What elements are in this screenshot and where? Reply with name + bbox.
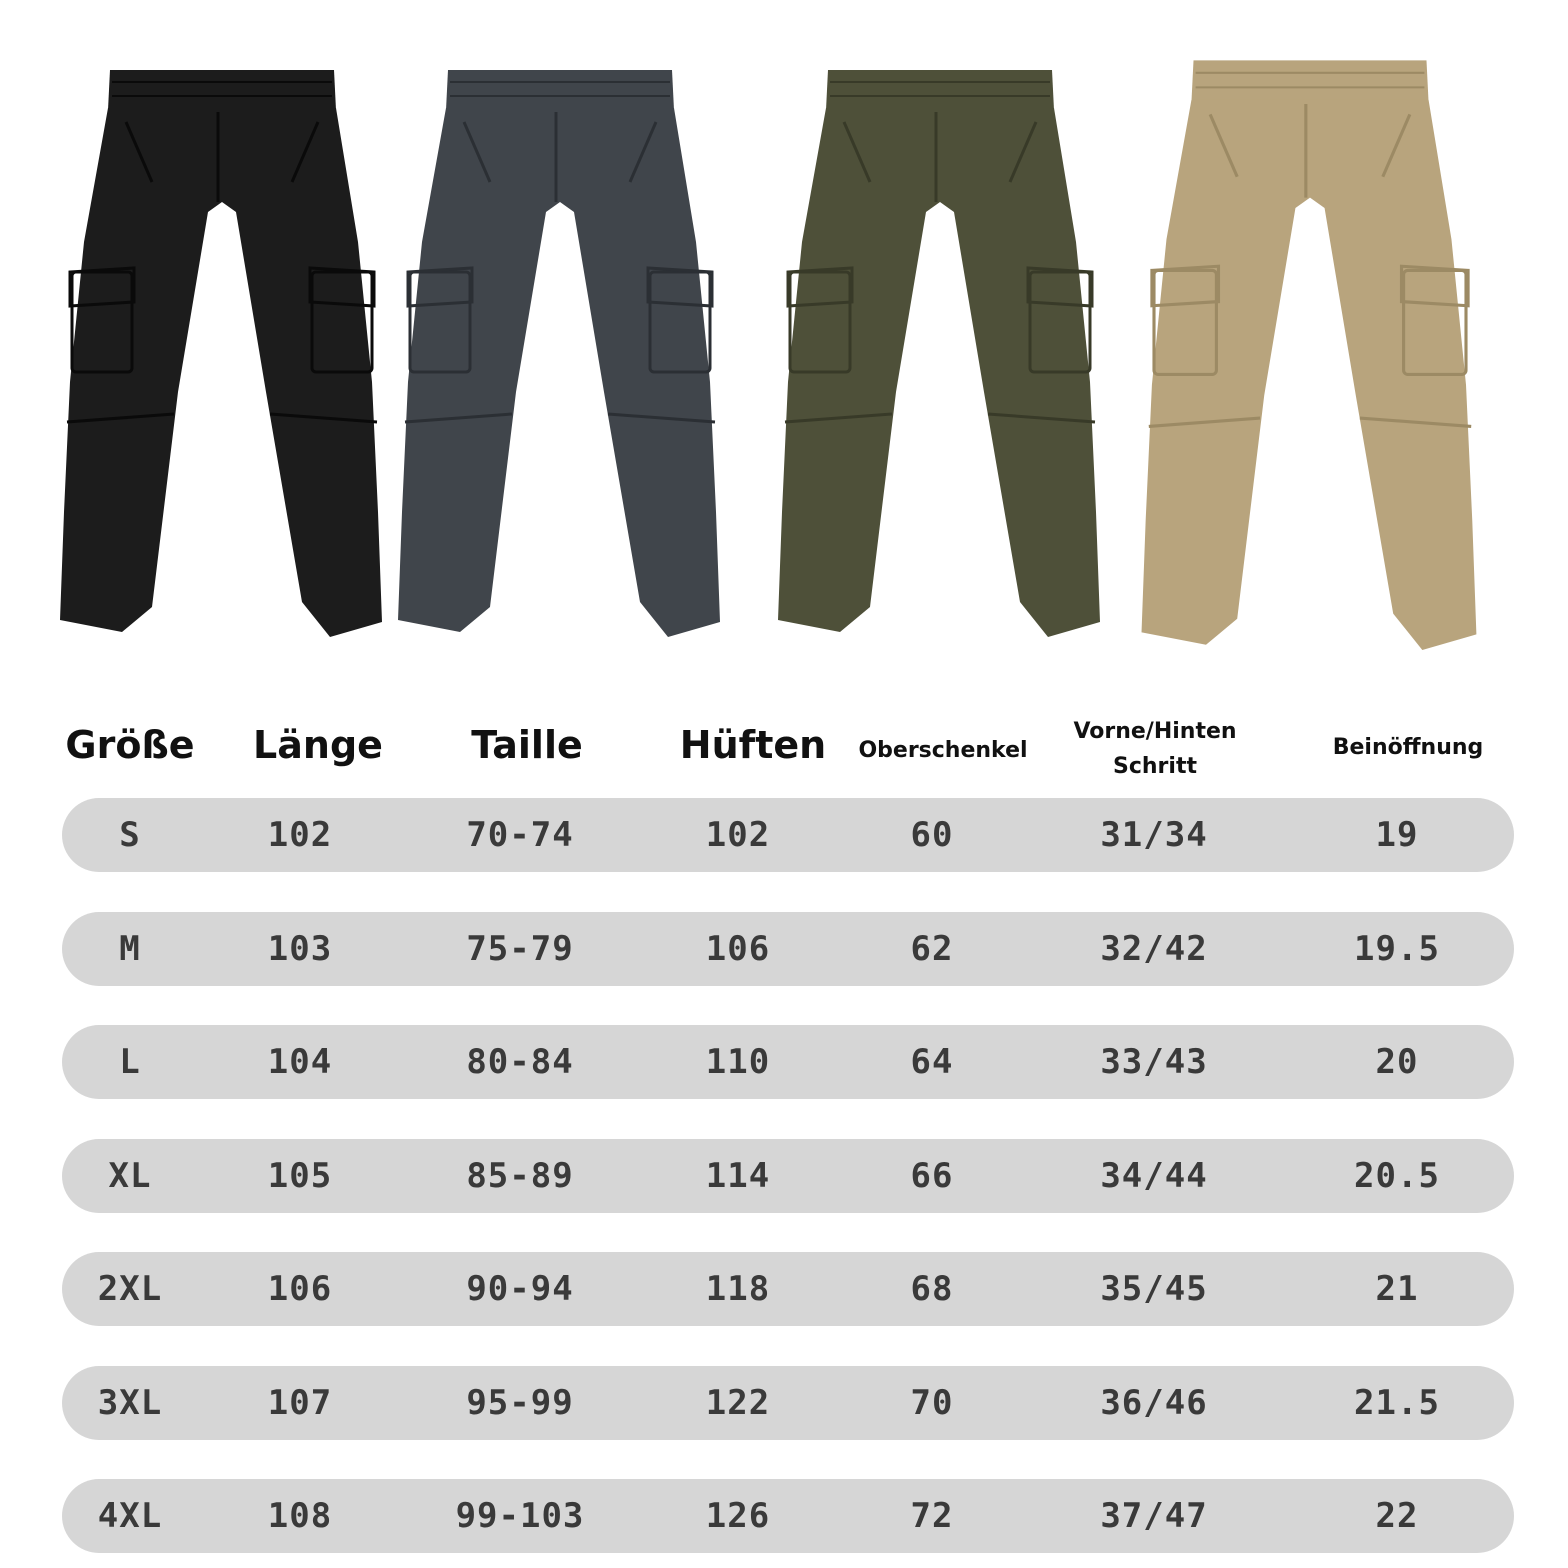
cell-leg-opening: 20 xyxy=(1375,1042,1419,1082)
cell-waist: 99-103 xyxy=(455,1496,585,1536)
cell-hips: 102 xyxy=(705,815,771,855)
cell-thigh: 62 xyxy=(910,928,954,969)
table-row xyxy=(62,1366,1514,1440)
cell-leg-opening: 19 xyxy=(1375,815,1419,855)
cell-leg-opening: 21.5 xyxy=(1354,1382,1440,1423)
grey-pants-image xyxy=(398,70,720,637)
cell-length: 105 xyxy=(267,1155,333,1196)
cell-thigh: 68 xyxy=(910,1269,954,1309)
cell-waist: 80-84 xyxy=(466,1042,574,1082)
table-row xyxy=(62,1479,1514,1553)
cell-rise: 35/45 xyxy=(1100,1269,1208,1309)
table-row xyxy=(62,912,1514,986)
cell-waist: 70-74 xyxy=(466,815,574,855)
cell-leg-opening: 22 xyxy=(1375,1496,1419,1536)
cell-length: 102 xyxy=(267,815,333,855)
cell-waist: 85-89 xyxy=(466,1155,574,1196)
cell-waist: 75-79 xyxy=(466,928,574,969)
cell-size: 4XL xyxy=(97,1496,163,1536)
size-table xyxy=(0,690,1568,1568)
cell-leg-opening: 21 xyxy=(1375,1269,1419,1309)
cell-rise: 36/46 xyxy=(1100,1382,1208,1423)
cell-hips: 126 xyxy=(705,1496,771,1536)
olive-pants-image xyxy=(778,70,1100,637)
cell-thigh: 70 xyxy=(910,1382,954,1423)
cell-size: S xyxy=(119,815,141,855)
table-row xyxy=(62,1139,1514,1213)
cell-size: 2XL xyxy=(97,1269,163,1309)
header-vorne-hinten: Vorne/Hinten xyxy=(1073,719,1237,744)
cell-length: 108 xyxy=(267,1496,333,1536)
cell-leg-opening: 20.5 xyxy=(1354,1155,1440,1196)
header-groesse: Größe xyxy=(65,723,195,767)
cell-size: 3XL xyxy=(97,1382,163,1423)
cell-size: M xyxy=(119,928,141,969)
cell-length: 107 xyxy=(267,1382,333,1423)
cell-size: L xyxy=(119,1042,141,1082)
black-pants-image xyxy=(60,70,382,637)
cell-rise: 37/47 xyxy=(1100,1496,1208,1536)
header-beinoeffnung: Beinöffnung xyxy=(1332,735,1484,760)
header-hueften: Hüften xyxy=(679,723,827,767)
cell-thigh: 72 xyxy=(910,1496,954,1536)
cell-length: 103 xyxy=(267,928,333,969)
cell-leg-opening: 19.5 xyxy=(1354,928,1440,969)
table-row xyxy=(62,1252,1514,1326)
cell-size: XL xyxy=(108,1155,152,1196)
product-images xyxy=(0,0,1568,680)
table-row xyxy=(62,798,1514,872)
cell-hips: 110 xyxy=(705,1042,771,1082)
cell-hips: 118 xyxy=(705,1269,771,1309)
header-laenge: Länge xyxy=(253,723,383,767)
header-oberschenkel: Oberschenkel xyxy=(858,738,1028,763)
cell-length: 106 xyxy=(267,1269,333,1309)
cell-rise: 31/34 xyxy=(1100,815,1208,855)
header-taille: Taille xyxy=(471,723,583,767)
cell-thigh: 60 xyxy=(910,815,954,855)
header-schritt: Schritt xyxy=(1113,754,1197,779)
cell-rise: 33/43 xyxy=(1100,1042,1208,1082)
cell-hips: 106 xyxy=(705,928,771,969)
cell-rise: 34/44 xyxy=(1100,1155,1208,1196)
cell-thigh: 66 xyxy=(910,1155,954,1196)
cell-length: 104 xyxy=(267,1042,333,1082)
cell-waist: 90-94 xyxy=(466,1269,574,1309)
cell-thigh: 64 xyxy=(910,1042,954,1082)
cell-hips: 122 xyxy=(705,1382,771,1423)
table-row xyxy=(62,1025,1514,1099)
cell-hips: 114 xyxy=(705,1155,771,1196)
cell-rise: 32/42 xyxy=(1100,928,1208,969)
khaki-pants-image xyxy=(1142,60,1477,650)
cell-waist: 95-99 xyxy=(466,1382,574,1423)
